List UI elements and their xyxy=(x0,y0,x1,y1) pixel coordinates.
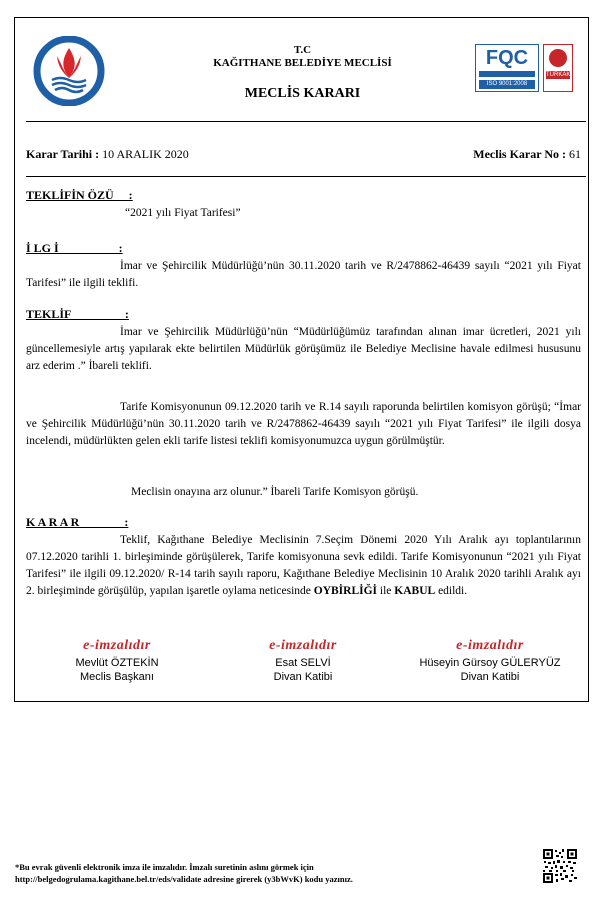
section-ozu-text: “2021 yılı Fiyat Tarifesi” xyxy=(125,207,241,219)
decision-date xyxy=(26,147,189,162)
footer-verification-url[interactable]: http://belgedogrulama.kagithane.bel.tr/eds/validate adresine girerek (y3bWvK) kodu yazınız. xyxy=(15,874,353,884)
decision-date-value: 10 ARALIK 2020 xyxy=(102,147,189,161)
section-karar-label: K A R A R : xyxy=(26,515,129,529)
section-teklif-paragraph-2: Tarife Komisyonunun 09.12.2020 tarih ve R.14 sayılı raporunda belirtilen komisyon görüşü; “İmar ve Şehircilik Müdürlüğü’nün 30.11.2020 tarih ve R/2478862-46439 sayılı “2021 yılı Fiyat Tarifesi” ile ilgili dosya incelendi, müdürlükten gelen ekli tarife listesi teklifi komisyonumuzca uygun görülmüştür. xyxy=(26,401,581,447)
header-institution: KAĞITHANE BELEDİYE MECLİSİ xyxy=(213,57,392,69)
signatory-role: Meclis Başkanı xyxy=(80,671,154,683)
decision-date-label: Karar Tarihi : xyxy=(26,147,100,161)
header-divider xyxy=(26,121,586,122)
section-teklif-label: TEKLİF : xyxy=(26,307,129,321)
footer-verification-note: *Bu evrak güvenli elektronik imza ile imzalıdır. İmzalı suretinin aslını görmek için xyxy=(15,862,314,872)
meta-divider xyxy=(26,176,586,177)
vote-result: OYBİRLİĞİ xyxy=(313,585,378,597)
section-ilgi-label: İ LG İ : xyxy=(26,241,123,255)
decision-number xyxy=(473,147,581,162)
e-signature-stamp: e-imzalıdır xyxy=(83,638,151,653)
decision-number-value: 61 xyxy=(569,147,581,161)
section-ilgi-text: İmar ve Şehircilik Müdürlüğü’nün 30.11.2020 tarih ve R/2478862-46439 sayılı “2021 yılı Fiyat Tarifesi” ile ilgili teklifi. xyxy=(26,260,581,289)
section-ozu-label: TEKLİFİN ÖZÜ : xyxy=(26,188,133,202)
signatory-role: Divan Katibi xyxy=(273,671,333,683)
signatory-name: Mevlüt ÖZTEKİN xyxy=(75,657,159,669)
section-teklif-paragraph-3: Meclisin onayına arz olunur.” İbareli Tarife Komisyon görüşü. xyxy=(131,486,419,498)
document-title: MECLİS KARARI xyxy=(244,86,361,101)
signatory-name: Hüseyin Gürsoy GÜLERYÜZ xyxy=(419,657,561,669)
qr-code-icon xyxy=(543,849,577,883)
section-teklif-paragraph-1: İmar ve Şehircilik Müdürlüğü’nün “Müdürlüğümüz tarafından alınan imar ücretleri, 2021 yılı güncellemesiyle artış yapılarak ekte belirtilen Müdürlük görüşümüz ile Belediye Meclisine havale edilmesi hususunu arz ederim .” İbareli teklifi. xyxy=(26,326,581,372)
signatory-role: Divan Katibi xyxy=(460,671,520,683)
fqc-label: FQC xyxy=(485,47,529,69)
iso-label: ISO 9001:2008 xyxy=(479,80,535,89)
decision-number-label: Meclis Karar No : xyxy=(473,147,566,161)
e-signature-stamp: e-imzalıdır xyxy=(456,638,524,653)
signature-block-3 xyxy=(390,638,590,683)
decision-result: KABUL xyxy=(394,585,436,597)
signature-block-2 xyxy=(208,638,398,683)
header-tc: T.C xyxy=(293,44,312,56)
signature-block-1 xyxy=(22,638,212,683)
signatory-name: Esat SELVİ xyxy=(275,657,331,669)
turkak-label: TÜRKAK xyxy=(546,72,571,78)
section-karar-text: Teklif, Kağıthane Belediye Meclisinin 7.Seçim Dönemi 2020 Yılı Aralık ayı toplantılarının 07.12.2020 tarihli 1. birleşiminde görüşülerek, Tarife komisyonuna sevk edildi. Tarife Komisyonunun “2021 yılı Fiyat Tarifesi” ile ilgili 09.12.2020/ R-14 tarih sayılı raporu, Kağıthane Belediye Meclisinin 10 Aralık 2020 tarihli Aralık ayı 2. birleşiminde görüşülüp, yapılan işaretle oylama neticesinde OYBİRLİĞİ ile KABUL edildi. xyxy=(26,534,581,597)
e-signature-stamp: e-imzalıdır xyxy=(269,638,337,653)
